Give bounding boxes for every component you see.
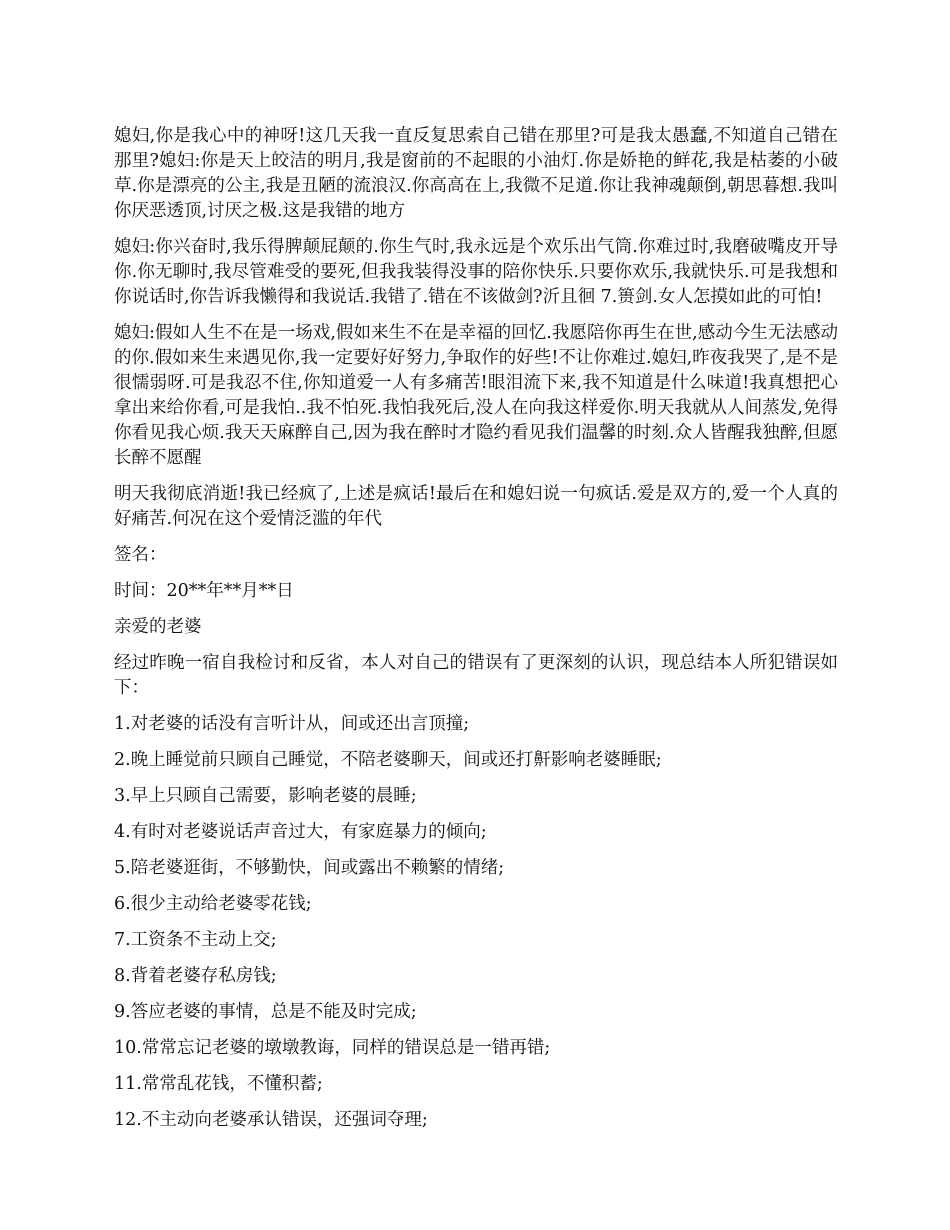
list-item: 3.早上只顾自己需要，影响老婆的晨睡; — [114, 786, 417, 806]
document-page — [114, 124, 838, 1144]
list-item: 12.不主动向老婆承认错误，还强词夺理; — [114, 1110, 428, 1130]
time-line: 时间：20**年**月**日 — [114, 581, 294, 601]
list-item: 6.很少主动给老婆零花钱; — [114, 894, 312, 914]
list-item: 7.工资条不主动上交; — [114, 930, 277, 950]
intro-paragraph: 经过昨晚一宿自我检讨和反省，本人对自己的错误有了更深刻的认识，现总结本人所犯错误如下： — [114, 653, 838, 698]
list-item: 8.背着老婆存私房钱; — [114, 966, 277, 986]
list-item: 10.常常忘记老婆的墩墩教诲，同样的错误总是一错再错; — [114, 1038, 551, 1058]
list-item: 2.晚上睡觉前只顾自己睡觉，不陪老婆聊天，间或还打鼾影响老婆睡眠; — [114, 750, 662, 770]
list-item: 4.有时对老婆说话声音过大，有家庭暴力的倾向; — [114, 822, 487, 842]
list-item: 9.答应老婆的事情，总是不能及时完成; — [114, 1002, 417, 1022]
paragraph: 媳妇,你是我心中的神呀!这几天我一直反复思索自己错在那里?可是我太愚蠢,不知道自己错在那里?媳妇:你是天上皎洁的明月,我是窗前的不起眼的小油灯.你是娇艳的鲜花,我是枯萎的小破草.你是漂亮的公主,我是丑陋的流浪汉.你高高在上,我微不足道.你让我神魂颠倒,朝思暮想.我叫你厌恶透顶,讨厌之极.这是我错的地方 — [114, 126, 838, 221]
paragraph: 明天我彻底消逝!我已经疯了,上述是疯话!最后在和媳妇说一句疯话.爱是双方的,爱一个人真的好痛苦.何况在这个爱情泛滥的年代 — [114, 484, 838, 529]
list-item: 11.常常乱花钱，不懂积蓄; — [114, 1074, 323, 1094]
list-item: 5.陪老婆逛街，不够勤快，间或露出不赖繁的情绪; — [114, 858, 505, 878]
salutation: 亲爱的老婆 — [114, 617, 202, 637]
list-item: 1.对老婆的话没有言听计从，间或还出言顶撞; — [114, 714, 470, 734]
paragraph: 媳妇:你兴奋时,我乐得脾颠屁颠的.你生气时,我永远是个欢乐出气筒.你难过时,我磨破嘴皮开导你.你无聊时,我尽管难受的要死,但我我装得没事的陪你快乐.只要你欢乐,我就快乐.可是我想和你说话时,你告诉我懒得和我说话.我错了.错在不该做剑?沂且徊 7.篑剑.女人怎摸如此的可怕! — [114, 237, 838, 307]
paragraph: 媳妇:假如人生不在是一场戏,假如来生不在是幸福的回忆.我愿陪你再生在世,感动今生无法感动的你.假如来生来遇见你,我一定要好好努力,争取作的好些!不让你难过.媳妇,昨夜我哭了,是不是很懦弱呀.可是我忍不住,你知道爱一人有多痛苦!眼泪流下来,我不知道是什么味道!我真想把心拿出来给你看,可是我怕..我不怕死.我怕我死后,没人在向我这样爱你.明天我就从人间蒸发,免得你看见我心烦.我天天麻醉自己,因为我在醉时才隐约看见我们温馨的时刻.众人皆醒我独醉,但愿长醉不愿醒 — [114, 323, 838, 468]
signature-label: 签名： — [114, 545, 167, 565]
